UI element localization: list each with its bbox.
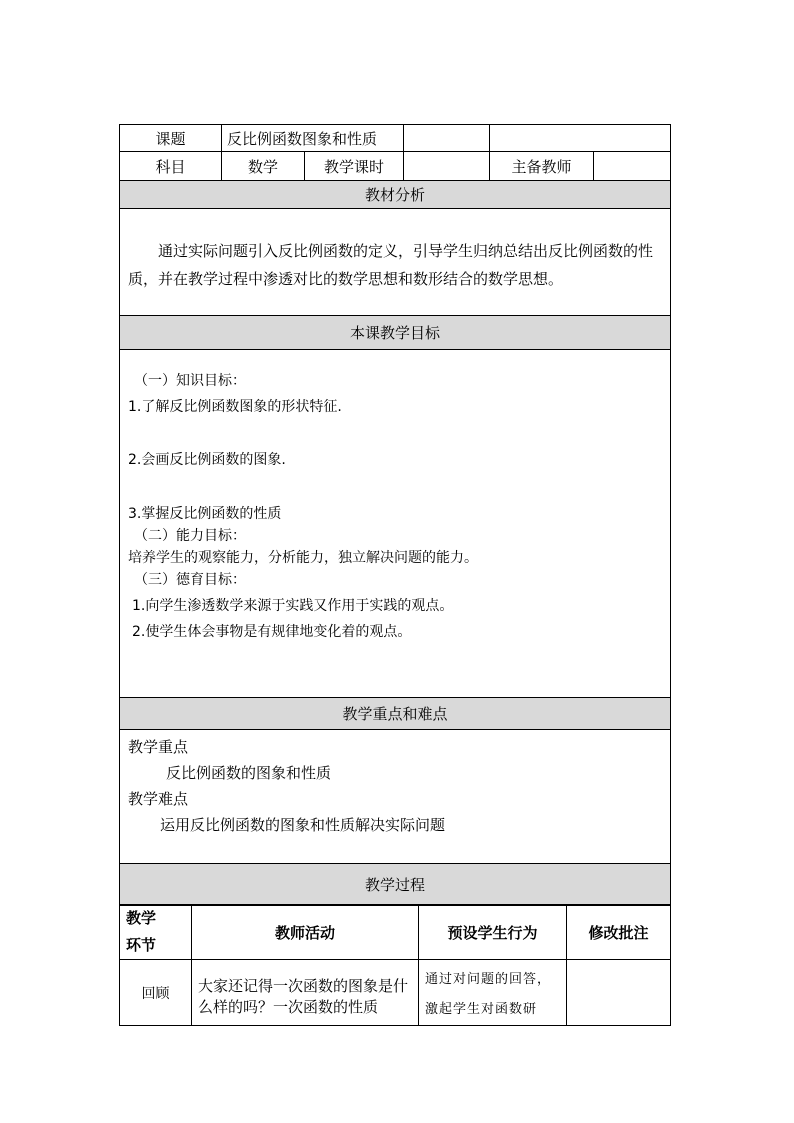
- objectives-body: [120, 350, 671, 698]
- teacher-activity-cell: 大家还记得一次函数的图象是什么样的吗？一次函数的性质: [192, 960, 419, 1026]
- objective-line: 2.会画反比例函数的图象.: [128, 452, 286, 468]
- subject-label: 科目: [120, 152, 222, 181]
- focus-text: 反比例函数的图象和性质: [166, 764, 332, 782]
- stage-header-line: 教学: [126, 909, 157, 927]
- student-behavior-line: 激起学生对函数研: [425, 1002, 538, 1017]
- subject-value: 数学: [222, 152, 305, 181]
- analysis-heading: 教材分析: [120, 181, 671, 209]
- hours-label: 教学课时: [305, 152, 404, 181]
- teacher-label: 主备教师: [490, 152, 594, 181]
- objective-line: 1.向学生渗透数学来源于实践又作用于实践的观点。: [132, 598, 454, 614]
- objective-line: 2.使学生体会事物是有规律地变化着的观点。: [132, 624, 412, 640]
- stage-cell: 回顾: [120, 960, 192, 1026]
- stage-header: [120, 905, 192, 960]
- objective-line: （二）能力目标：: [134, 528, 246, 544]
- lesson-plan-table: [119, 124, 671, 906]
- objective-line: 培养学生的观察能力，分析能力，独立解决问题的能力。: [128, 550, 478, 566]
- analysis-body: [120, 209, 671, 316]
- difficulty-text: 运用反比例函数的图象和性质解决实际问题: [160, 816, 446, 834]
- hours-value: [404, 152, 490, 181]
- stage-header-line: 环节: [126, 936, 157, 954]
- objective-line: （三）德育目标：: [134, 572, 246, 588]
- teacher-activity-header: 教师活动: [192, 905, 419, 960]
- teacher-value: [594, 152, 671, 181]
- process-heading: 教学过程: [120, 864, 671, 906]
- key-points-body: [120, 730, 671, 864]
- student-behavior-header: 预设学生行为: [419, 905, 567, 960]
- student-behavior-cell: [419, 960, 567, 1026]
- focus-label: 教学重点: [128, 738, 189, 756]
- objective-line: 1.了解反比例函数图象的形状特征.: [128, 399, 342, 415]
- blank-cell: [490, 125, 671, 152]
- topic-value: 反比例函数图象和性质: [222, 125, 404, 152]
- blank-cell: [404, 125, 490, 152]
- revision-notes-cell: [567, 960, 671, 1026]
- topic-label: 课题: [120, 125, 222, 152]
- difficulty-label: 教学难点: [128, 790, 189, 808]
- analysis-text: 通过实际问题引入反比例函数的定义，引导学生归纳总结出反比例函数的性质，并在教学过程中渗透对比的数学思想和数形结合的数学思想。: [128, 242, 654, 288]
- objective-line: （一）知识目标：: [134, 373, 246, 389]
- objective-line: 3.掌握反比例函数的性质: [128, 506, 282, 522]
- student-behavior-line: 通过对问题的回答，: [425, 972, 552, 987]
- revision-notes-header: 修改批注: [567, 905, 671, 960]
- key-points-heading: 教学重点和难点: [120, 698, 671, 730]
- process-table: [119, 904, 671, 1026]
- objectives-heading: 本课教学目标: [120, 316, 671, 350]
